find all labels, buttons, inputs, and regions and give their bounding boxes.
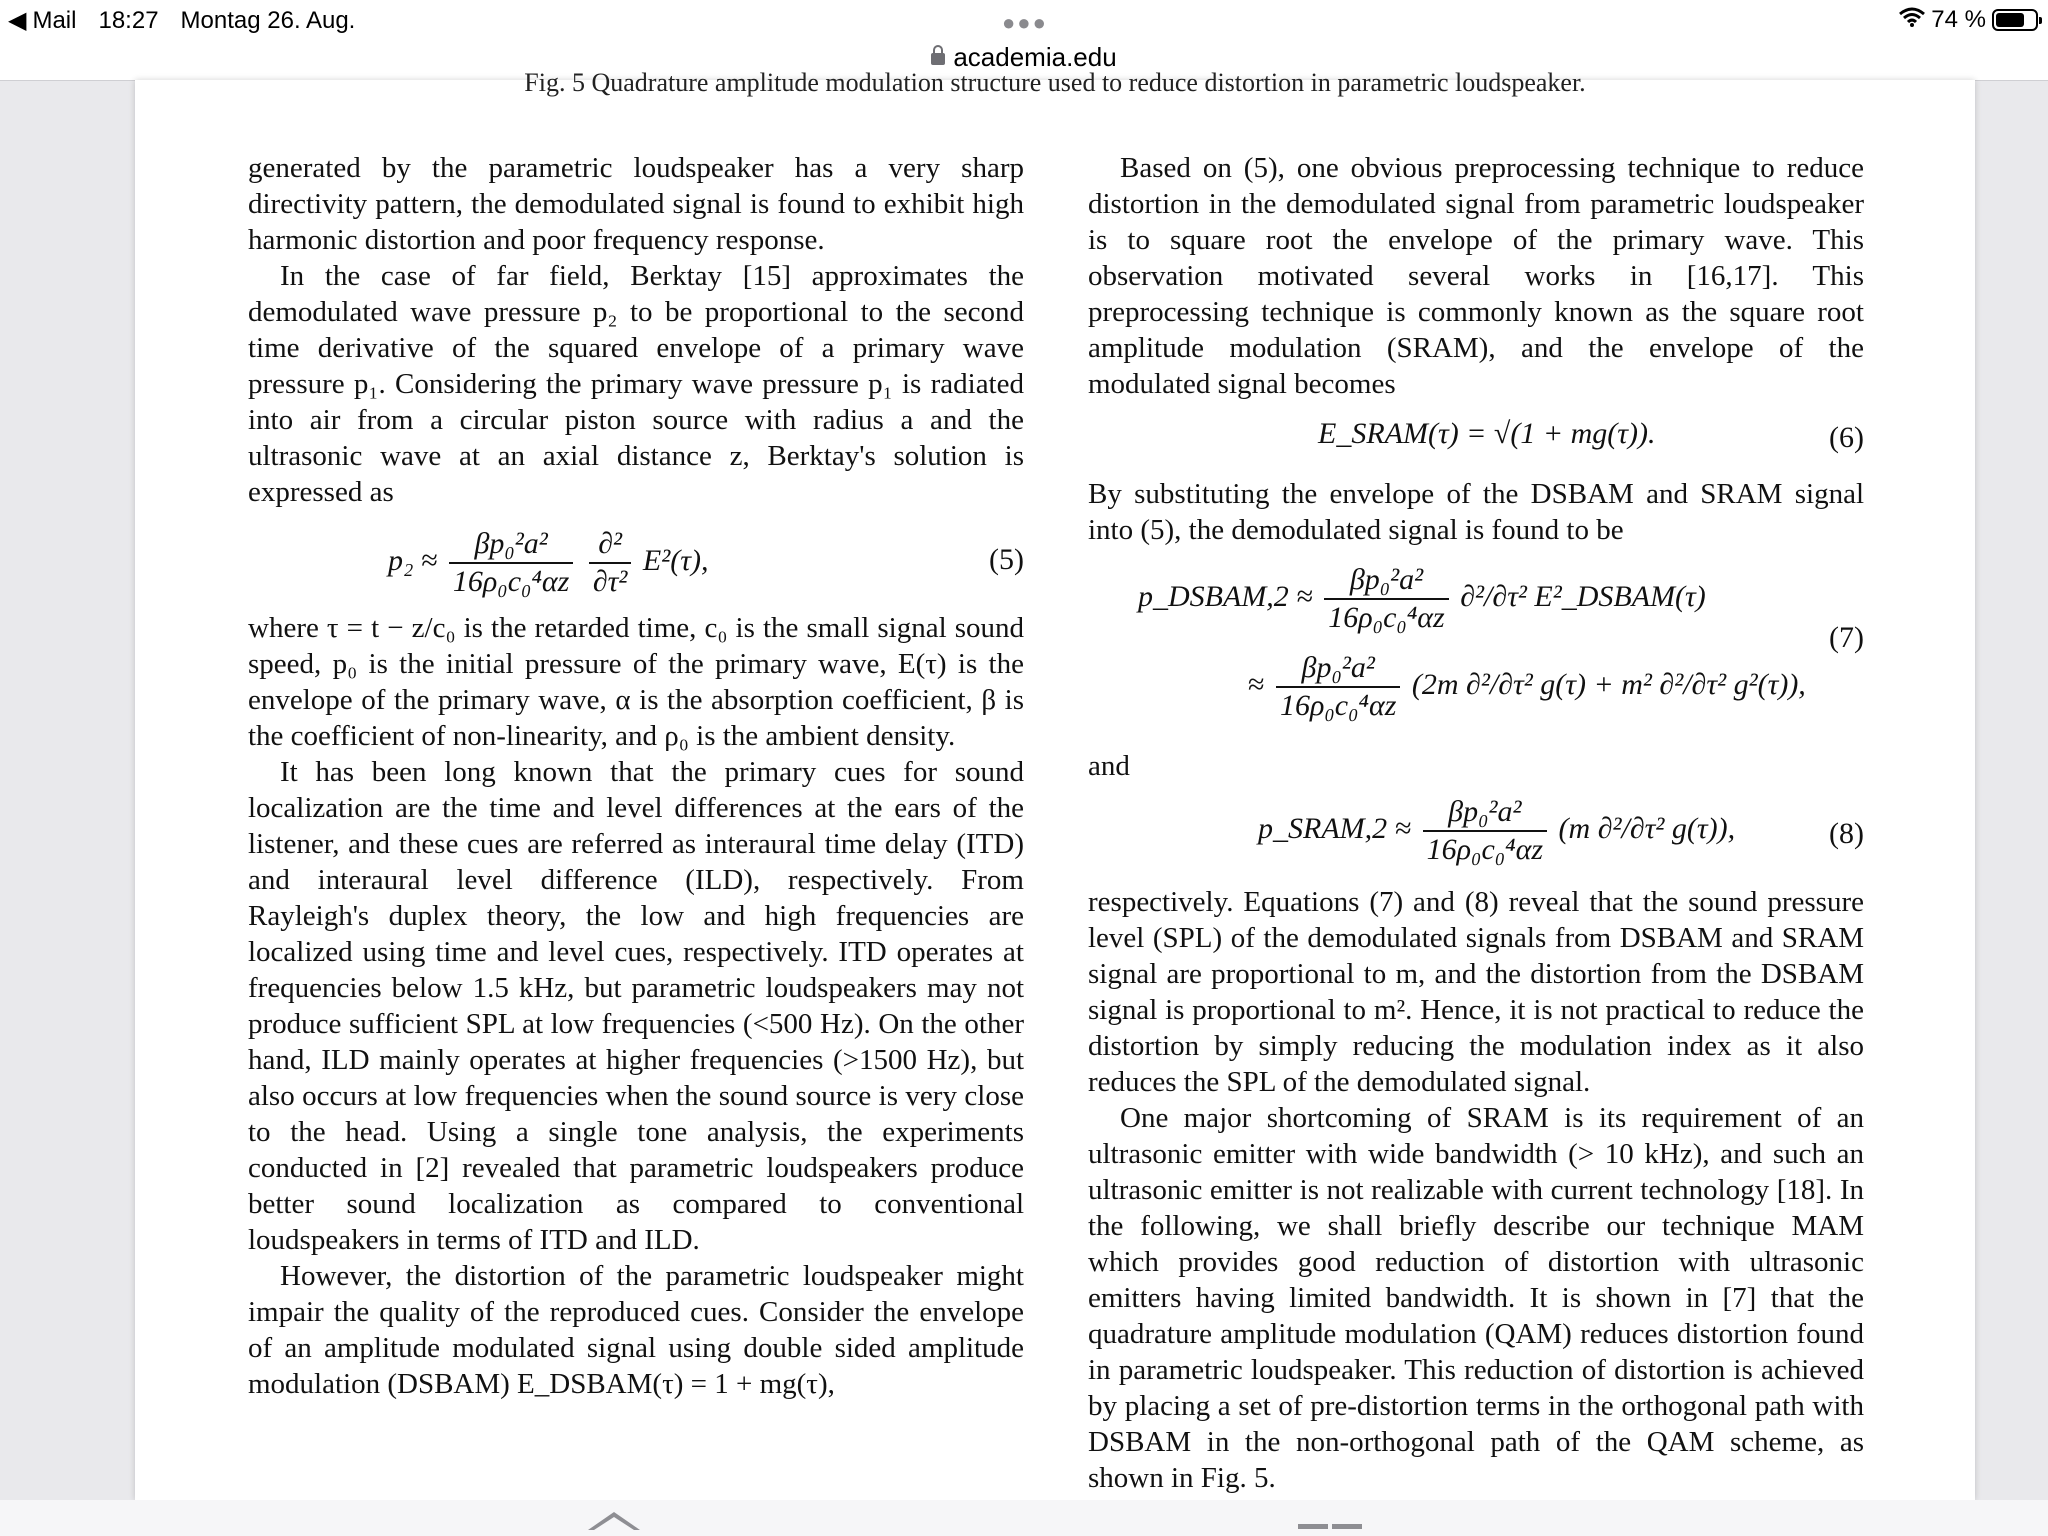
paragraph: However, the distortion of the parametric loudspeaker might impair the quality of the reproduced cues. Consider the envelope of an amplitude modulated signal using double sided amplitude modulation (DSBAM) E_DSBAM(τ) = 1 + mg(τ), <box>248 1260 1024 1400</box>
paragraph: where τ = t − z/c₀ is the retarded time, c₀ is the small signal sound speed, p₀ is the initial pressure of the primary wave, E(τ) is the envelope of the primary wave, α is the absorption coefficient, β is the coefficient of non-linearity, and ρ₀ is the ambient density. <box>248 612 1024 752</box>
eq-body: E_SRAM(τ) = √(1 + mg(τ)). <box>1318 417 1656 450</box>
eq-numerator: βp₀²a² <box>1324 562 1448 600</box>
eq-fraction <box>449 526 573 600</box>
status-time: 18:27 <box>98 6 159 34</box>
eq-fraction <box>1324 562 1448 636</box>
equation-6 <box>1088 412 1864 466</box>
eq-numerator: βp₀²a² <box>1276 650 1400 688</box>
back-app-label: Mail <box>32 6 77 34</box>
approx-sign: ≈ <box>1248 667 1265 701</box>
eq-rhs-line1: ∂²/∂τ² E²_DSBAM(τ) <box>1460 579 1706 613</box>
wifi-icon <box>1899 6 1925 34</box>
paragraph: generated by the parametric loudspeaker has a very sharp directivity pattern, the demodulated signal is found to exhibit high harmonic distortion and poor frequency response. <box>248 152 1024 256</box>
paragraph: In the case of far field, Berktay [15] approximates the demodulated wave pressure p₂ to be proportional to the second time derivative of the squared envelope of a primary wave pressure p₁. Considering the primary wave pressure p₁ is radiated into air from a circular piston source with radius a and the ultrasonic wave at an axial distance z, Berktay's solution is expressed as <box>248 260 1024 508</box>
back-arrow-icon: ◀ <box>8 7 27 34</box>
share-icon[interactable] <box>588 1512 640 1530</box>
equation-8 <box>1088 794 1864 874</box>
equation-number: (6) <box>1829 421 1864 454</box>
battery-icon <box>1992 9 2038 31</box>
lock-icon <box>931 53 945 65</box>
url-text: academia.edu <box>953 42 1117 72</box>
eq-denominator: 16ρ₀c₀⁴αz <box>1426 833 1544 866</box>
document-page <box>135 68 1975 1500</box>
multitasking-dots-icon[interactable]: ●●● <box>1002 10 1048 35</box>
status-date: Montag 26. Aug. <box>180 6 356 34</box>
eq-denominator: 16ρ₀c₀⁴αz <box>1279 689 1397 722</box>
eq-rhs: (m ∂²/∂τ² g(τ)), <box>1558 811 1736 845</box>
eq-operator-denominator: ∂τ² <box>592 565 628 598</box>
eq-operator-numerator: ∂² <box>589 526 632 564</box>
eq-rhs: E²(τ), <box>642 543 709 577</box>
battery-percent: 74 % <box>1931 6 1986 33</box>
eq-lhs: p_DSBAM,2 ≈ <box>1138 579 1313 613</box>
paragraph: By substituting the envelope of the DSBAM and SRAM signal into (5), the demodulated signal is found to be <box>1088 478 1864 546</box>
equation-number: (5) <box>989 543 1024 576</box>
status-bar <box>0 0 2048 40</box>
left-column <box>248 150 1024 1402</box>
equation-number: (8) <box>1829 817 1864 850</box>
equation-5 <box>248 520 1024 600</box>
battery-fill <box>1996 13 2024 27</box>
paragraph: and <box>1088 750 1130 782</box>
back-to-mail-button[interactable] <box>8 6 76 35</box>
eq-fraction <box>1276 650 1400 724</box>
eq-rhs-line2: (2m ∂²/∂τ² g(τ) + m² ∂²/∂τ² g²(τ)), <box>1411 667 1806 701</box>
bookmarks-icon[interactable] <box>1298 1524 1362 1536</box>
eq-numerator: βp₀²a² <box>449 526 573 564</box>
eq-numerator: βp₀²a² <box>1423 794 1547 832</box>
right-column <box>1088 150 1864 1496</box>
paragraph: Based on (5), one obvious preprocessing technique to reduce distortion in the demodulated signal from parametric loudspeaker is to square root the envelope of the primary wave. This observation motivated several works in [16,17]. This preprocessing technique is commonly known as the square root amplitude modulation (SRAM), and the envelope of the modulated signal becomes <box>1088 152 1864 400</box>
equation-number: (7) <box>1829 621 1864 654</box>
eq-denominator: 16ρ₀c₀⁴αz <box>1328 601 1445 634</box>
paragraph: respectively. Equations (7) and (8) reveal that the sound pressure level (SPL) of the demodulated signals from DSBAM and SRAM signal are proportional to m, and the distortion from the DSBAM signal is proportional to m². Hence, it is not practical to reduce the distortion by simply reducing the modulation index as it also reduces the SPL of the demodulated signal. <box>1088 886 1864 1098</box>
figure-caption: Fig. 5 Quadrature amplitude modulation structure used to reduce distortion in parametric loudspeaker. <box>524 68 1586 97</box>
equation-7 <box>1088 558 1864 738</box>
eq-fraction <box>1423 794 1547 868</box>
eq-denominator: 16ρ₀c₀⁴αz <box>452 565 570 598</box>
paragraph: It has been long known that the primary cues for sound localization are the time and level differences at the ears of the listener, and these cues are referred as interaural time delay (ITD) and interaural level difference (ILD), respectively. From Rayleigh's duplex theory, the low and high frequencies are localized using time and level cues, respectively. ITD operates at frequencies below 1.5 kHz, but parametric loudspeakers may not produce sufficient SPL at low frequencies (<500 Hz). On the other hand, ILD mainly operates at higher frequencies (>1500 Hz), but also occurs at low frequencies when the sound source is very close to the head. Using a single tone analysis, the experiments conducted in [2] revealed that parametric loudspeakers produce better sound localization as compared to conventional loudspeakers in terms of ITD and ILD. <box>248 756 1024 1256</box>
bottom-toolbar <box>0 1500 2048 1536</box>
eq-lhs: p₂ ≈ <box>388 543 438 577</box>
paragraph: One major shortcoming of SRAM is its requirement of an ultrasonic emitter with wide bandwidth (> 10 kHz), and such an ultrasonic emitter is not realizable with current technology [18]. In the following, we shall briefly describe our technique MAM which provides good reduction of distortion with ultrasonic emitters having limited bandwidth. It is shown in [7] that the quadrature amplitude modulation (QAM) reduces distortion found in parametric loudspeaker. This reduction of distortion is achieved by placing a set of pre-distortion terms in the orthogonal path with DSBAM in the non-orthogonal path of the QAM scheme, as shown in Fig. 5. <box>1088 1102 1864 1494</box>
eq-lhs: p_SRAM,2 ≈ <box>1258 811 1412 845</box>
eq-operator <box>589 526 632 600</box>
